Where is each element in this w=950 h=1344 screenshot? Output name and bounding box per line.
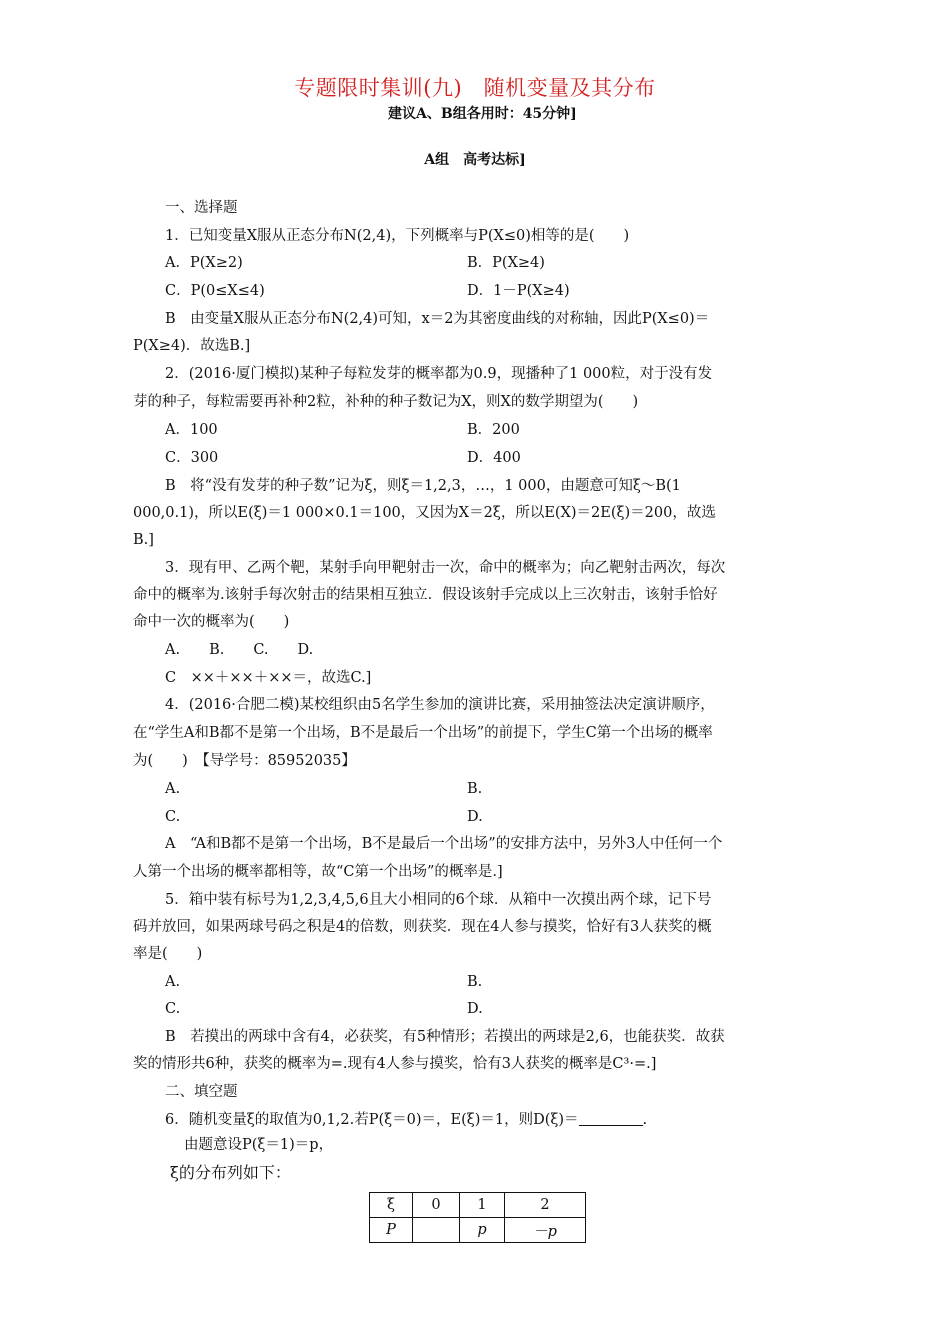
q1-answer-line2: P(X≥4)．故选B.] [133, 338, 251, 354]
q4-option-b: B. [467, 781, 483, 797]
q3-answer: C ××＋××＋××＝，故选C.] [165, 670, 372, 686]
table-cell: p [460, 1218, 505, 1243]
q4-option-c: C. [165, 809, 181, 825]
q6-solution-line1: 由题意设P(ξ＝1)＝p， [184, 1137, 334, 1153]
q2-stem-line1: 2．(2016·厦门模拟)某种子每粒发芽的概率都为0.9，现播种了1 000粒，对于没有发 [165, 366, 713, 382]
q1-answer-line1: B 由变量X服从正态分布N(2,4)可知，x＝2为其密度曲线的对称轴，因此P(X≤0)＝ [165, 311, 710, 327]
distribution-table [369, 1192, 586, 1243]
q6-answer-blank [579, 1111, 643, 1126]
time-suggestion: 建议A、B组各用时：45分钟] [388, 106, 577, 122]
table-cell: 1 [460, 1193, 505, 1218]
table-row [370, 1193, 586, 1218]
q6-stem [165, 1110, 647, 1130]
q2-option-c: C．300 [165, 450, 219, 466]
q3-stem-line1: 3．现有甲、乙两个靶，某射手向甲靶射击一次，命中的概率为；向乙靶射击两次，每次 [165, 560, 726, 576]
q2-option-b: B．200 [467, 422, 520, 438]
q2-answer-line1: B 将“没有发芽的种子数”记为ξ，则ξ＝1,2,3，…，1 000，由题意可知ξ～B(1 [165, 478, 681, 494]
q1-option-b: B．P(X≥4) [467, 255, 545, 271]
q6-stem-text: 6．随机变量ξ的取值为0,1,2.若P(ξ＝0)＝，E(ξ)＝1，则D(ξ)＝ [165, 1112, 579, 1128]
q2-option-d: D．400 [467, 450, 521, 466]
q2-answer-line2: 000,0.1)，所以E(ξ)＝1 000×0.1＝100，又因为X＝2ξ，所以E(X)＝2E(ξ)＝200，故选 [133, 505, 716, 521]
q5-option-b: B. [467, 974, 483, 990]
q5-option-c: C. [165, 1001, 181, 1017]
section-a-heading: A组 高考达标] [424, 152, 526, 168]
table-cell: P [370, 1218, 413, 1243]
q1-stem: 1．已知变量X服从正态分布N(2,4)，下列概率与P(X≤0)相等的是( ) [165, 228, 630, 244]
q5-stem-line3: 率是( ) [133, 946, 203, 962]
part2-heading: 二、填空题 [165, 1084, 238, 1100]
q1-option-d: D．1－P(X≥4) [467, 283, 570, 299]
q3-stem-line2: 命中的概率为.该射手每次射击的结果相互独立．假设该射手完成以上三次射击，该射手恰好 [133, 587, 718, 603]
q4-stem-line2: 在“学生A和B都不是第一个出场，B不是最后一个出场”的前提下，学生C第一个出场的概率 [133, 725, 713, 741]
q4-option-d: D. [467, 809, 483, 825]
q2-option-a: A．100 [165, 422, 218, 438]
table-cell [413, 1218, 460, 1243]
q5-option-d: D. [467, 1001, 483, 1017]
q1-option-a: A．P(X≥2) [165, 255, 243, 271]
table-row [370, 1218, 586, 1243]
q4-answer-line2: 人第一个出场的概率都相等，故“C第一个出场”的概率是.] [133, 864, 503, 880]
table-cell: 0 [413, 1193, 460, 1218]
q4-stem-line3: 为( ) 【导学号：85952035】 [133, 753, 356, 769]
q6-stem-end: . [642, 1112, 648, 1128]
table-cell: ξ [370, 1193, 413, 1218]
q2-answer-line3: B.] [133, 532, 154, 548]
q5-option-a: A. [165, 974, 181, 990]
q2-stem-line2: 芽的种子，每粒需要再补种2粒，补种的种子数记为X，则X的数学期望为( ) [133, 394, 639, 410]
q4-option-a: A. [165, 781, 181, 797]
q5-answer-line2: 奖的情形共6种，获奖的概率为=.现有4人参与摸奖，恰有3人获奖的概率是C³·=.] [133, 1056, 657, 1072]
q3-options: A. B. C. D. [165, 642, 314, 658]
q5-stem-line2: 码并放回，如果两球号码之积是4的倍数，则获奖．现在4人参与摸奖，恰好有3人获奖的概 [133, 919, 712, 935]
table-cell: －p [505, 1218, 586, 1243]
q4-stem-line1: 4．(2016·合肥二模)某校组织由5名学生参加的演讲比赛，采用抽签法决定演讲顺序， [165, 697, 715, 713]
q6-solution-line2: ξ的分布列如下： [170, 1163, 291, 1182]
q3-stem-line3: 命中一次的概率为( ) [133, 614, 290, 630]
page-title: 专题限时集训(九) 随机变量及其分布 [294, 76, 656, 100]
q1-option-c: C．P(0≤X≤4) [165, 283, 265, 299]
table-cell: 2 [505, 1193, 586, 1218]
q4-answer-line1: A “A和B都不是第一个出场，B不是最后一个出场”的安排方法中，另外3人中任何一个 [165, 836, 723, 852]
q5-answer-line1: B 若摸出的两球中含有4，必获奖，有5种情形；若摸出的两球是2,6，也能获奖．故获 [165, 1029, 725, 1045]
q5-stem-line1: 5．箱中装有标号为1,2,3,4,5,6且大小相同的6个球．从箱中一次摸出两个球，记下号 [165, 892, 712, 908]
part1-heading: 一、选择题 [165, 200, 238, 216]
